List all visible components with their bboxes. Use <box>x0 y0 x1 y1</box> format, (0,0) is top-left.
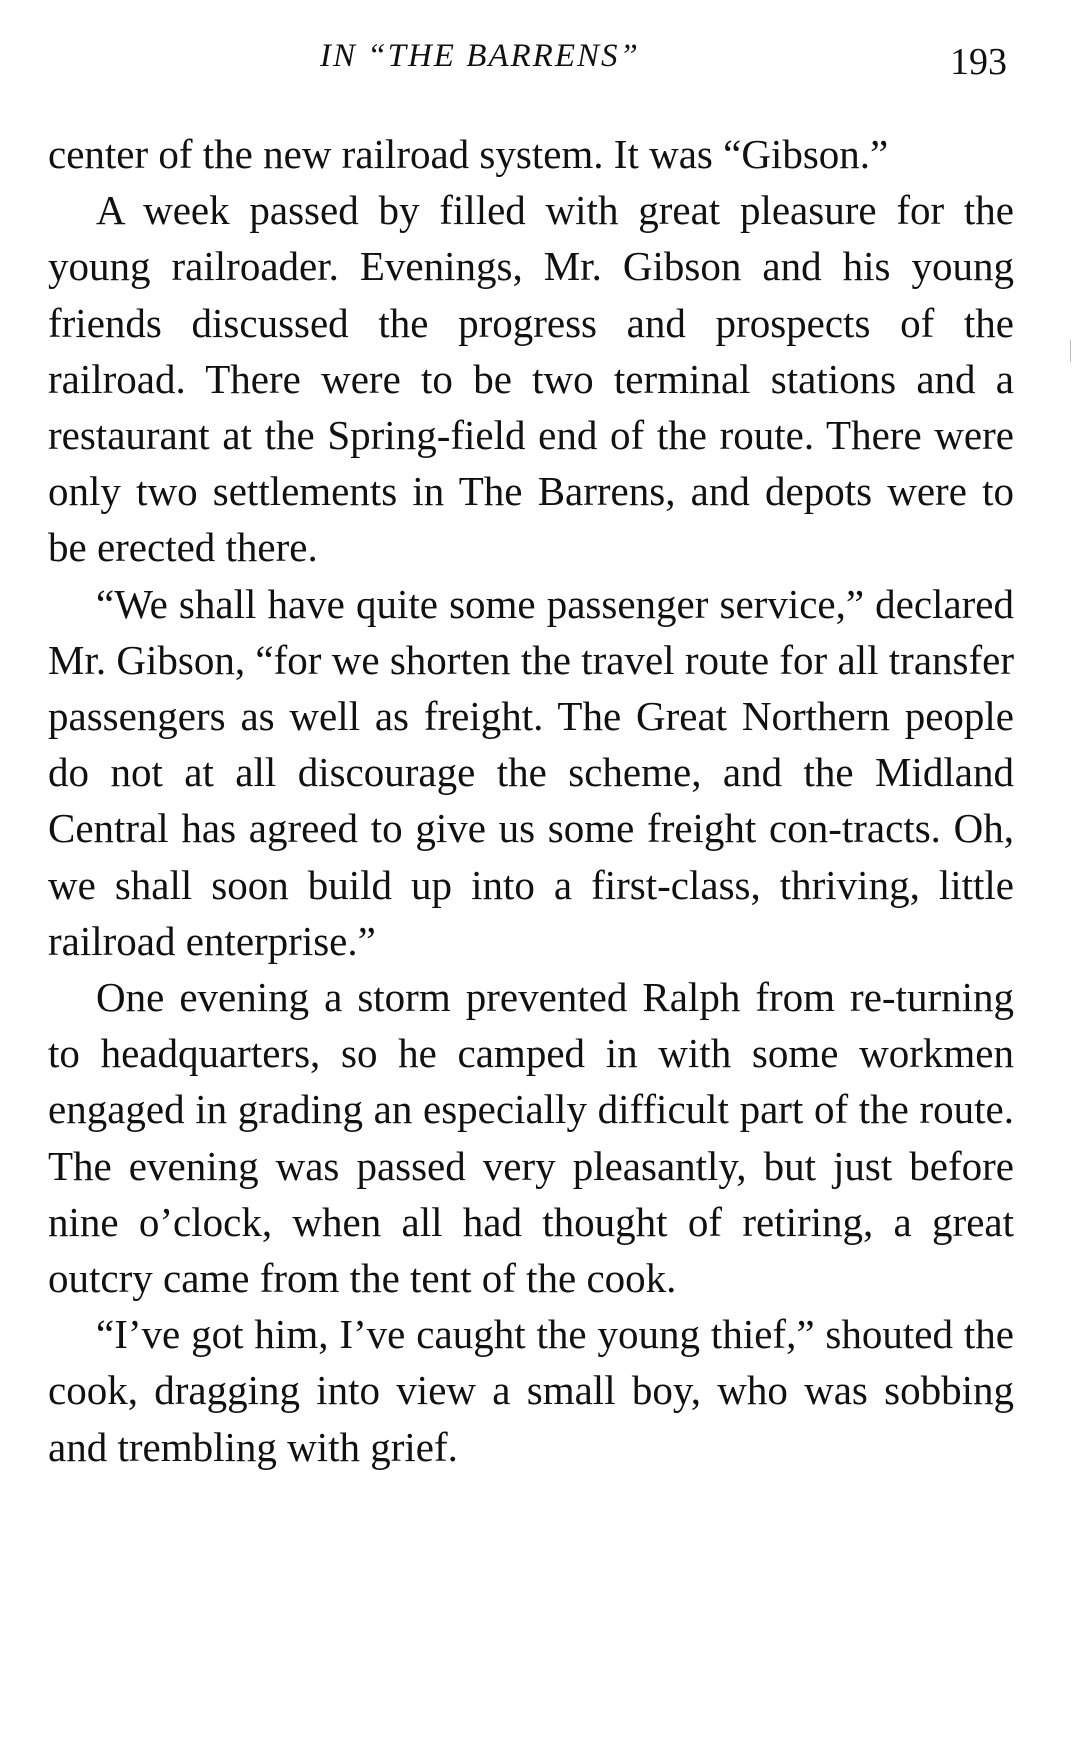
scan-mark <box>1070 340 1071 362</box>
paragraph: A week passed by filled with great pleasure for the young railroader. Evenings, Mr. Gibson and his young friends discussed the progress and prospects of the railroad. There were to be two terminal stations and a restaurant at the Spring-field end of the route. There were only two settlements in The Barrens, and depots were to be erected there. <box>48 187 1014 571</box>
page-number: 193 <box>950 41 1007 83</box>
body-text <box>48 126 1014 1475</box>
paragraph: “I’ve got him, I’ve caught the young thief,” shouted the cook, dragging into view a small boy, who was sobbing and trembling with grief. <box>48 1311 1014 1470</box>
paragraph: “We shall have quite some passenger service,” declared Mr. Gibson, “for we shorten the travel route for all transfer passengers as well as freight. The Great Northern people do not at all discourage the scheme, and the Midland Central has agreed to give us some freight con-tracts. Oh, we shall soon build up into a first-class, thriving, little railroad enterprise.” <box>48 580 1014 964</box>
paragraph: One evening a storm prevented Ralph from re-turning to headquarters, so he camped in with some workmen engaged in grading an especially difficult part of the route. The evening was passed very pleasantly, but just before nine o’clock, when all had thought of retiring, a great outcry came from the tent of the cook. <box>48 974 1014 1302</box>
running-title: IN “THE BARRENS” <box>320 38 640 74</box>
page-header <box>0 38 1085 88</box>
paragraph: center of the new railroad system. It was “Gibson.” <box>48 131 889 177</box>
